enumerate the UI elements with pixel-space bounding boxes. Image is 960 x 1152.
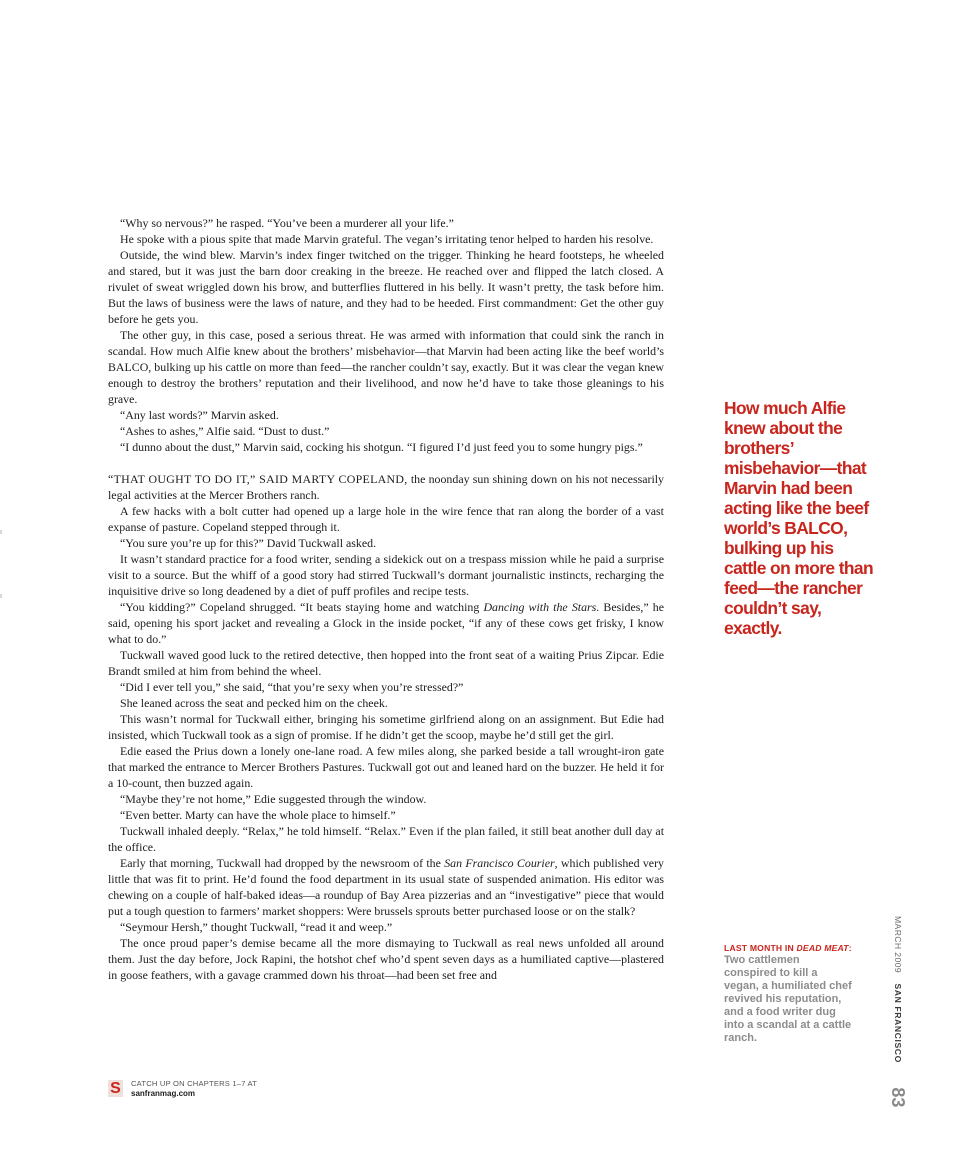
page-folio: [887, 916, 908, 1107]
paragraph: She leaned across the seat and pecked him on the cheek.: [120, 696, 388, 710]
text-run: “You kidding?” Copeland shrugged. “It beats staying home and watching: [120, 600, 484, 614]
recap-heading: [724, 942, 854, 954]
paragraph: “Even better. Marty can have the whole place to himself.”: [120, 808, 396, 822]
paragraph: He spoke with a pious spite that made Marvin grateful. The vegan’s irritating tenor helped to harden his resolve.: [120, 232, 654, 246]
magazine-logo-icon: S: [108, 1080, 123, 1097]
paragraph: A few hacks with a bolt cutter had opened up a large hole in the wire fence that ran along the border of a vast expanse of pasture. Copeland stepped through it.: [108, 504, 664, 534]
text-run: Early that morning, Tuckwall had dropped by the newsroom of the: [120, 856, 445, 870]
paragraph: “Seymour Hersh,” thought Tuckwall, “read it and weep.”: [120, 920, 393, 934]
text-run: , which published very little that was fit to print. He’d found the food department in its usual state of suspended animation. His editor was chewing on a couple of half-baked ideas—a roundup of Bay Area pizzerias and an “investigative” piece that would put a tough question to farmers’ market shoppers: Were brussels sprouts better purchased loose or on the stalk?: [108, 856, 664, 918]
text-run: . Besides,” he said, opening his sport jacket and revealing a Glock in the inside pocket, “if any of these cows get frisky, I know what to do.”: [108, 600, 664, 646]
paragraph: Edie eased the Prius down a lonely one-lane road. A few miles along, she parked beside a tall wrought-iron gate that marked the entrance to Mercer Brothers Pastures. Tuckwall got out and leaned hard on the buzzer. He held it for a 10-count, then buzzed again.: [108, 744, 664, 790]
paragraph: Tuckwall inhaled deeply. “Relax,” he told himself. “Relax.” Even if the plan failed, it still beat another dull day at the office.: [108, 824, 664, 854]
paragraph: “Why so nervous?” he rasped. “You’ve been a murderer all your life.”: [120, 216, 454, 230]
page-number: 83: [888, 1087, 908, 1108]
paragraph: [108, 855, 664, 919]
paragraph: “You sure you’re up for this?” David Tuckwall asked.: [120, 536, 377, 550]
paragraph: The once proud paper’s demise became all the more dismaying to Tuckwall as real news unfolded all around them. Just the day before, Jock Rapini, the hotshot chef who’d spent seven days as a humiliated captive—plastered in goose feathers, with a gavage crammed down his throat—had been set free and: [108, 936, 664, 982]
paragraph: “Maybe they’re not home,” Edie suggested through the window.: [120, 792, 427, 806]
pull-quote: How much Alfie knew about the brothers’ misbehavior—that Marvin had been acting like the beef world’s BALCO, bulking up his cattle on more than feed—the rancher couldn’t say, exactly.: [724, 398, 874, 638]
footer-promo-link[interactable]: sanfranmag.com: [131, 1089, 196, 1098]
tv-show-title: Dancing with the Stars: [483, 600, 597, 614]
paragraph: It wasn’t standard practice for a food writer, sending a sidekick out on a trespass mission while he paid a surprise visit to a source. But the whiff of a good story had stirred Tuckwall’s dormant journalistic instincts, recharging the inquisitive drive so long deadened by a diet of puff profiles and recipe tests.: [108, 552, 664, 598]
paragraph: [108, 599, 664, 647]
section-opening-paragraph: [108, 471, 664, 503]
scan-edge-mark: [0, 594, 2, 598]
footer-promo-text: CATCH UP ON CHAPTERS 1–7 AT: [131, 1079, 258, 1088]
magazine-name: SAN FRANCISCO: [893, 983, 903, 1063]
paragraph: “Did I ever tell you,” she said, “that you’re sexy when you’re stressed?”: [120, 680, 464, 694]
paragraph: Outside, the wind blew. Marvin’s index finger twitched on the trigger. Thinking he heard footsteps, he wheeled and stared, but it was just the barn door creaking in the breeze. He reached over and flipped the latch closed. A rivulet of sweat wriggled down his brow, and butterflies fluttered in his belly. It wasn’t pretty, the task before him. But the laws of business were the laws of nature, and they had to be heeded. First commandment: Get the other guy before he gets you.: [108, 248, 664, 326]
recap-heading-title: DEAD MEAT: [796, 943, 849, 953]
section-lead-rest: the noonday sun shining down on his not necessarily legal activities at the Mercer Brothers ranch.: [108, 472, 665, 502]
recap-body: Two cattlemen conspired to kill a vegan, a humiliated chef revived his reputation, and a food writer dug into a scandal at a cattle ranch.: [724, 954, 852, 1044]
paragraph: “Ashes to ashes,” Alfie said. “Dust to dust.”: [120, 424, 330, 438]
newspaper-title: San Francisco Courier: [444, 856, 555, 870]
section-lead-in: “THAT OUGHT TO DO IT,” SAID MARTY COPELAND,: [108, 472, 408, 486]
paragraph: The other guy, in this case, posed a serious threat. He was armed with information that could sink the ranch in scandal. How much Alfie knew about the brothers’ misbehavior—that Marvin had been acting like the beef world’s BALCO, bulking up his cattle on more than feed—the rancher couldn’t say, exactly. But it was clear the vegan knew enough to destroy the brothers’ reputation and their livelihood, and now he’d have to take those gleanings to his grave.: [108, 328, 664, 406]
scan-edge-mark: [0, 530, 2, 534]
paragraph: Tuckwall waved good luck to the retired detective, then hopped into the front seat of a waiting Prius Zipcar. Edie Brandt smiled at him from behind the wheel.: [108, 648, 664, 678]
recap-heading-colon: :: [848, 943, 852, 953]
paragraph: “I dunno about the dust,” Marvin said, cocking his shotgun. “I figured I’d just feed you to some hungry pigs.”: [120, 440, 643, 454]
paragraph: This wasn’t normal for Tuckwall either, bringing his sometime girlfriend along on an assignment. But Edie had insisted, which Tuckwall took as a sign of promise. If he didn’t get the scoop, maybe he’d still get the girl.: [108, 712, 664, 742]
last-month-recap: [724, 942, 854, 1045]
recap-heading-text: LAST MONTH IN: [724, 943, 797, 953]
article-body: [108, 215, 664, 983]
paragraph: “Any last words?” Marvin asked.: [120, 408, 279, 422]
issue-date: MARCH 2009: [893, 916, 903, 974]
